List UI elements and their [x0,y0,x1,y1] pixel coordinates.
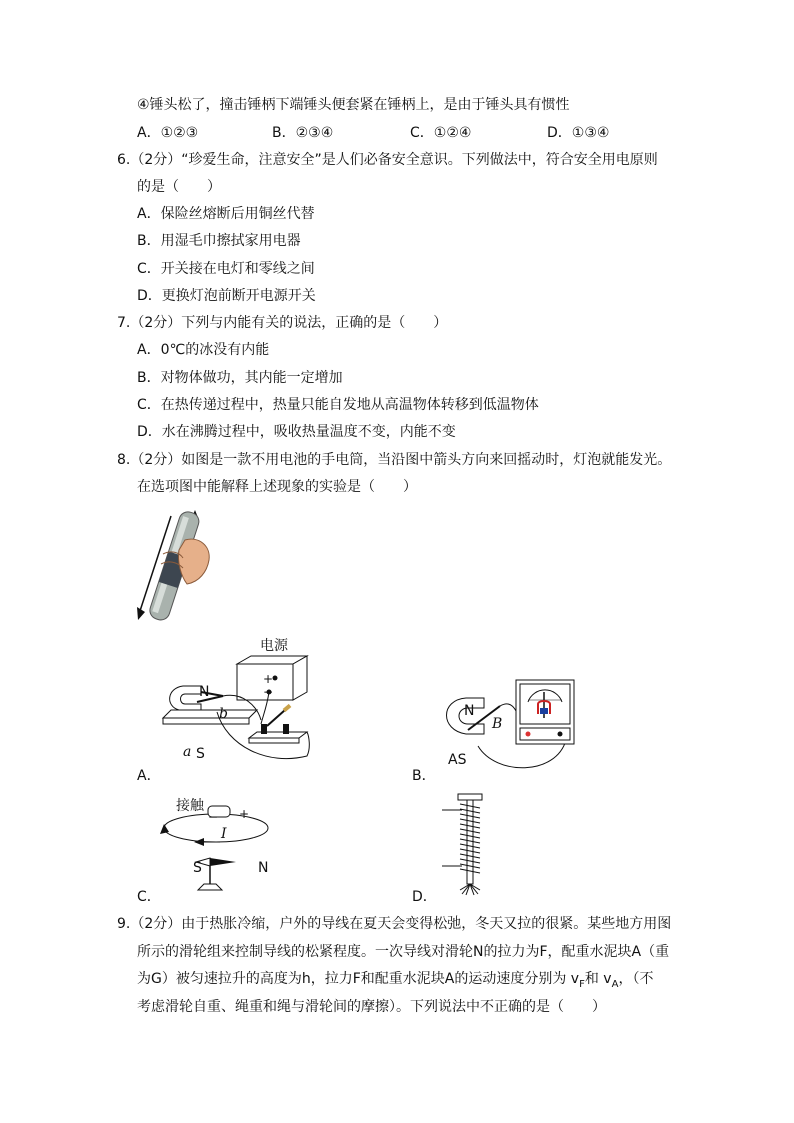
figure-d-electromagnet [440,790,510,896]
q9-line2: 所示的滑轮组来控制导线的松紧程度。一次导线对滑轮N的拉力为F，配重水泥块A（重 [137,944,670,960]
q9-line3-part1: 为G）被匀速拉升的高度为h，拉力F和配重水泥块A的运动速度分别为 v [137,971,580,987]
q5-item-4: ④锤头松了，撞击锤柄下端锤头便套紧在锤柄上，是由于锤头具有惯性 [137,97,570,113]
q9-sub-a: A [611,978,619,990]
q6-stem-line2: 的是（ ） [137,179,221,195]
q7-stem: 7.（2分）下列与内能有关的说法，正确的是（ ） [117,315,448,331]
figure-d-option-label: D． [412,889,437,905]
figure-c-option-label: C． [137,889,161,905]
figure-b-option-label: B． [412,768,436,784]
q9-sub-f: F [579,978,585,990]
figure-b-b-label: B [492,716,503,732]
figure-a-minus: − [263,685,274,699]
figure-a-option-label: A． [137,768,161,784]
figure-b-n-pole: N [464,703,475,719]
q7-option-c: C．在热传递过程中，热量只能自发地从高温物体转移到低温物体 [137,397,539,413]
figure-c-s-pole: S [193,860,202,876]
figure-a-a-label: a [183,744,192,760]
q9-line3 [137,970,653,994]
figure-a-s-pole: S [196,746,205,762]
figure-a-n-pole: N [199,684,210,700]
figure-c-current-label: I [221,826,227,842]
figure-a-power-label: 电源 [260,638,288,654]
q8-stem-line1: 8.（2分）如图是一款不用电池的手电筒，当沿图中箭头方向来回摇动时，灯泡就能发光。 [117,452,672,468]
figure-b-as-label: AS [448,752,467,768]
q9-line4: 考虑滑轮自重、绳重和绳与滑轮间的摩擦）。下列说法中不正确的是（ ） [137,999,606,1015]
q8-stem-line2: 在选项图中能解释上述现象的实验是（ ） [137,479,417,495]
figure-a-motor-experiment [157,636,317,776]
figure-c-minus: − [208,810,219,824]
q6-option-a: A．保险丝熔断后用铜丝代替 [137,206,315,222]
q9-line1: 9.（2分）由于热胀冷缩，户外的导线在夏天会变得松弛，冬天又拉的很紧。某些地方用图 [117,916,672,932]
q9-line3-part3: ，（不 [618,971,654,987]
q6-option-b: B．用湿毛巾擦拭家用电器 [137,233,301,249]
q5-option-c: C．①②④ [410,125,472,141]
q7-option-b: B．对物体做功，其内能一定增加 [137,370,343,386]
q5-option-b: B．②③④ [272,125,334,141]
figure-a-b-label: b [219,706,228,722]
figure-c-touch-label: 接触 [176,798,204,814]
figure-c-plus: + [239,807,250,821]
q7-option-d: D．水在沸腾过程中，吸收热量温度不变，内能不变 [137,424,456,440]
q7-option-a: A．0℃的冰没有内能 [137,342,270,358]
figure-c-n-pole: N [258,860,269,876]
q6-stem-line1: 6.（2分）“珍爱生命，注意安全”是人们必备安全意识。下列做法中，符合安全用电原则 [117,152,658,168]
q9-line3-part2: 和 v [584,971,612,987]
figure-a-plus: + [263,672,274,686]
q5-option-a: A．①②③ [137,125,199,141]
q6-option-d: D．更换灯泡前断开电源开关 [137,288,316,304]
q6-option-c: C．开关接在电灯和零线之间 [137,261,315,277]
flashlight-figure [133,502,217,628]
q5-option-d: D．①③④ [547,125,610,141]
